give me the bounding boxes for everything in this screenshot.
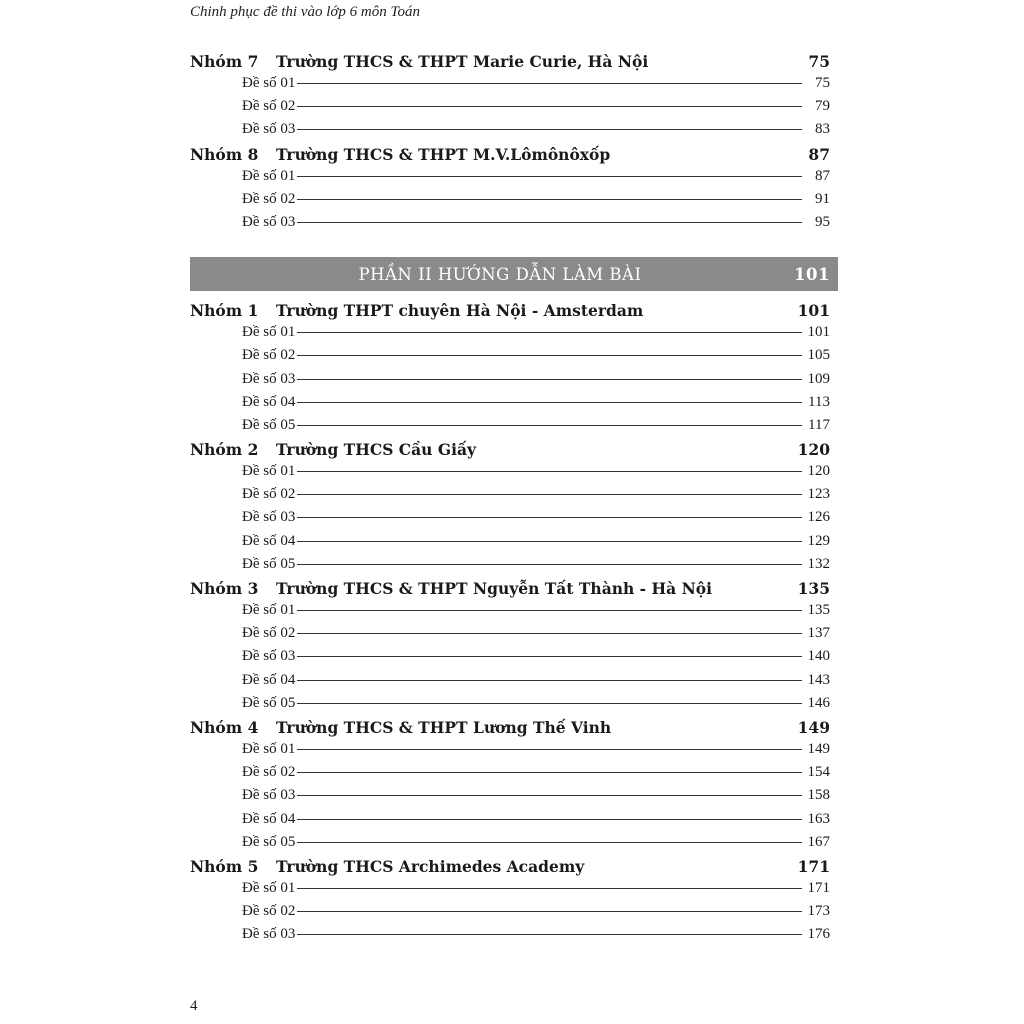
entry-page-number: 109 [807,370,830,387]
entry-leader-line [297,656,802,657]
entry-leader-line [297,703,802,704]
entry-leader-line [297,402,802,403]
part-heading-page: 101 [794,264,830,284]
entry-leader-line [297,772,802,773]
entry-page-number: 158 [807,787,830,804]
entry-leader-line [297,680,802,681]
entry-page-number: 132 [807,555,830,572]
toc-section-part2 [190,301,830,949]
entry-page-number: 83 [815,121,830,138]
group-title: Trường THCS Cầu Giấy [276,440,477,460]
entry-leader-line [297,541,802,542]
entry-page-number: 140 [807,648,830,665]
entry-label: Đề số 01 [242,463,296,480]
toc-entry[interactable] [190,556,830,579]
toc-group-heading[interactable] [190,857,830,880]
entry-leader-line [297,176,802,177]
entry-page-number: 95 [815,213,830,230]
entry-page-number: 87 [815,167,830,184]
toc-entry[interactable] [190,764,830,787]
entry-leader-line [297,795,802,796]
group-label: Nhóm 1 [190,301,259,321]
entry-page-number: 176 [807,926,830,943]
entry-page-number: 117 [808,416,830,433]
toc-entry[interactable] [190,168,830,191]
entry-label: Đề số 04 [242,810,296,827]
page-number: 4 [190,998,198,1014]
group-title: Trường THPT chuyên Hà Nội - Amsterdam [276,301,644,321]
toc-group-heading[interactable] [190,440,830,463]
entry-page-number: 113 [808,393,830,410]
entry-leader-line [297,610,802,611]
toc-entry[interactable] [190,880,830,903]
entry-leader-line [297,355,802,356]
entry-label: Đề số 02 [242,98,296,115]
group-label: Nhóm 2 [190,440,259,460]
entry-page-number: 143 [807,671,830,688]
entry-label: Đề số 05 [242,555,296,572]
toc-entry[interactable] [190,463,830,486]
toc-group-heading[interactable] [190,52,830,75]
entry-leader-line [297,911,802,912]
entry-label: Đề số 01 [242,324,296,341]
entry-label: Đề số 05 [242,694,296,711]
toc-entry[interactable] [190,625,830,648]
entry-leader-line [297,517,802,518]
group-label: Nhóm 7 [190,52,259,71]
toc-section-part1-continued [190,52,830,237]
entry-leader-line [297,83,802,84]
toc-entry[interactable] [190,214,830,237]
entry-label: Đề số 02 [242,190,296,207]
group-label: Nhóm 5 [190,856,259,876]
entry-label: Đề số 01 [242,75,296,91]
group-title: Trường THCS & THPT Marie Curie, Hà Nội [276,52,649,71]
group-page-number: 101 [797,301,830,321]
group-page-number: 120 [797,440,830,460]
entry-label: Đề số 03 [242,648,296,665]
entry-leader-line [297,471,802,472]
part-heading-title: PHẦN II HƯỚNG DẪN LÀM BÀI [358,264,642,284]
group-title: Trường THCS Archimedes Academy [276,856,585,876]
toc-entry[interactable] [190,741,830,764]
entry-leader-line [297,425,802,426]
toc-entry[interactable] [190,787,830,810]
toc-entry[interactable] [190,191,830,214]
entry-leader-line [297,106,802,107]
group-title: Trường THCS & THPT Lương Thế Vinh [276,717,612,737]
toc-entry[interactable] [190,394,830,417]
entry-page-number: 123 [807,486,830,503]
entry-leader-line [297,332,802,333]
toc-entry[interactable] [190,417,830,440]
entry-leader-line [297,564,802,565]
entry-leader-line [297,494,802,495]
entry-page-number: 91 [815,190,830,207]
group-label: Nhóm 8 [190,144,259,164]
entry-label: Đề số 01 [242,740,296,757]
toc-entry[interactable] [190,533,830,556]
entry-label: Đề số 03 [242,121,296,138]
toc-entry[interactable] [190,834,830,857]
toc-entry[interactable] [190,903,830,926]
toc-entry[interactable] [190,509,830,532]
entry-leader-line [297,129,802,130]
toc-group-heading[interactable] [190,579,830,602]
entry-label: Đề số 02 [242,625,296,642]
running-header-title: Chinh phục đề thi vào lớp 6 môn Toán [190,4,420,20]
group-page-number: 171 [797,856,830,876]
entry-label: Đề số 03 [242,509,296,526]
entry-label: Đề số 03 [242,787,296,804]
toc-group-heading[interactable] [190,145,830,168]
entry-label: Đề số 01 [242,879,296,896]
toc-entry[interactable] [190,672,830,695]
entry-label: Đề số 03 [242,926,296,943]
entry-label: Đề số 02 [242,486,296,503]
toc-entry[interactable] [190,121,830,144]
toc-entry[interactable] [190,811,830,834]
entry-leader-line [297,819,802,820]
group-title: Trường THCS & THPT Nguyễn Tất Thành - Hà Nội [276,579,712,598]
entry-label: Đề số 05 [242,416,296,433]
toc-group-heading[interactable] [190,301,830,324]
group-title: Trường THCS & THPT M.V.Lômônôxốp [276,144,611,164]
toc-entry[interactable] [190,371,830,394]
entry-page-number: 171 [807,879,830,896]
entry-label: Đề số 03 [242,370,296,387]
group-page-number: 87 [808,144,830,164]
entry-page-number: 75 [815,75,830,91]
entry-page-number: 163 [807,810,830,827]
entry-leader-line [297,199,802,200]
entry-leader-line [297,633,802,634]
part-heading-bar[interactable] [190,257,838,291]
entry-label: Đề số 02 [242,764,296,781]
entry-page-number: 137 [807,625,830,642]
toc-group-heading[interactable] [190,718,830,741]
entry-leader-line [297,222,802,223]
entry-leader-line [297,749,802,750]
toc-entry[interactable] [190,75,830,98]
group-page-number: 135 [797,579,830,598]
entry-leader-line [297,842,802,843]
entry-label: Đề số 02 [242,903,296,920]
entry-leader-line [297,379,802,380]
table-of-contents [190,52,830,949]
group-page-number: 75 [808,52,830,71]
group-page-number: 149 [797,717,830,737]
toc-entry[interactable] [190,486,830,509]
entry-page-number: 154 [807,764,830,781]
toc-entry[interactable] [190,98,830,121]
entry-label: Đề số 04 [242,393,296,410]
entry-page-number: 101 [807,324,830,341]
entry-leader-line [297,934,802,935]
entry-page-number: 126 [807,509,830,526]
entry-leader-line [297,888,802,889]
entry-page-number: 135 [807,602,830,618]
entry-label: Đề số 04 [242,671,296,688]
entry-label: Đề số 05 [242,833,296,850]
toc-entry[interactable] [190,324,830,347]
entry-page-number: 167 [807,833,830,850]
toc-entry[interactable] [190,648,830,671]
entry-page-number: 149 [807,740,830,757]
entry-label: Đề số 01 [242,167,296,184]
entry-label: Đề số 04 [242,532,296,549]
toc-entry[interactable] [190,926,830,949]
group-label: Nhóm 3 [190,579,259,598]
toc-entry[interactable] [190,602,830,625]
toc-entry[interactable] [190,347,830,370]
entry-page-number: 120 [807,463,830,480]
entry-page-number: 173 [807,903,830,920]
entry-page-number: 105 [807,347,830,364]
entry-page-number: 146 [807,694,830,711]
entry-label: Đề số 03 [242,213,296,230]
entry-page-number: 79 [815,98,830,115]
entry-label: Đề số 02 [242,347,296,364]
group-label: Nhóm 4 [190,717,259,737]
toc-entry[interactable] [190,695,830,718]
entry-label: Đề số 01 [242,602,296,618]
entry-page-number: 129 [807,532,830,549]
